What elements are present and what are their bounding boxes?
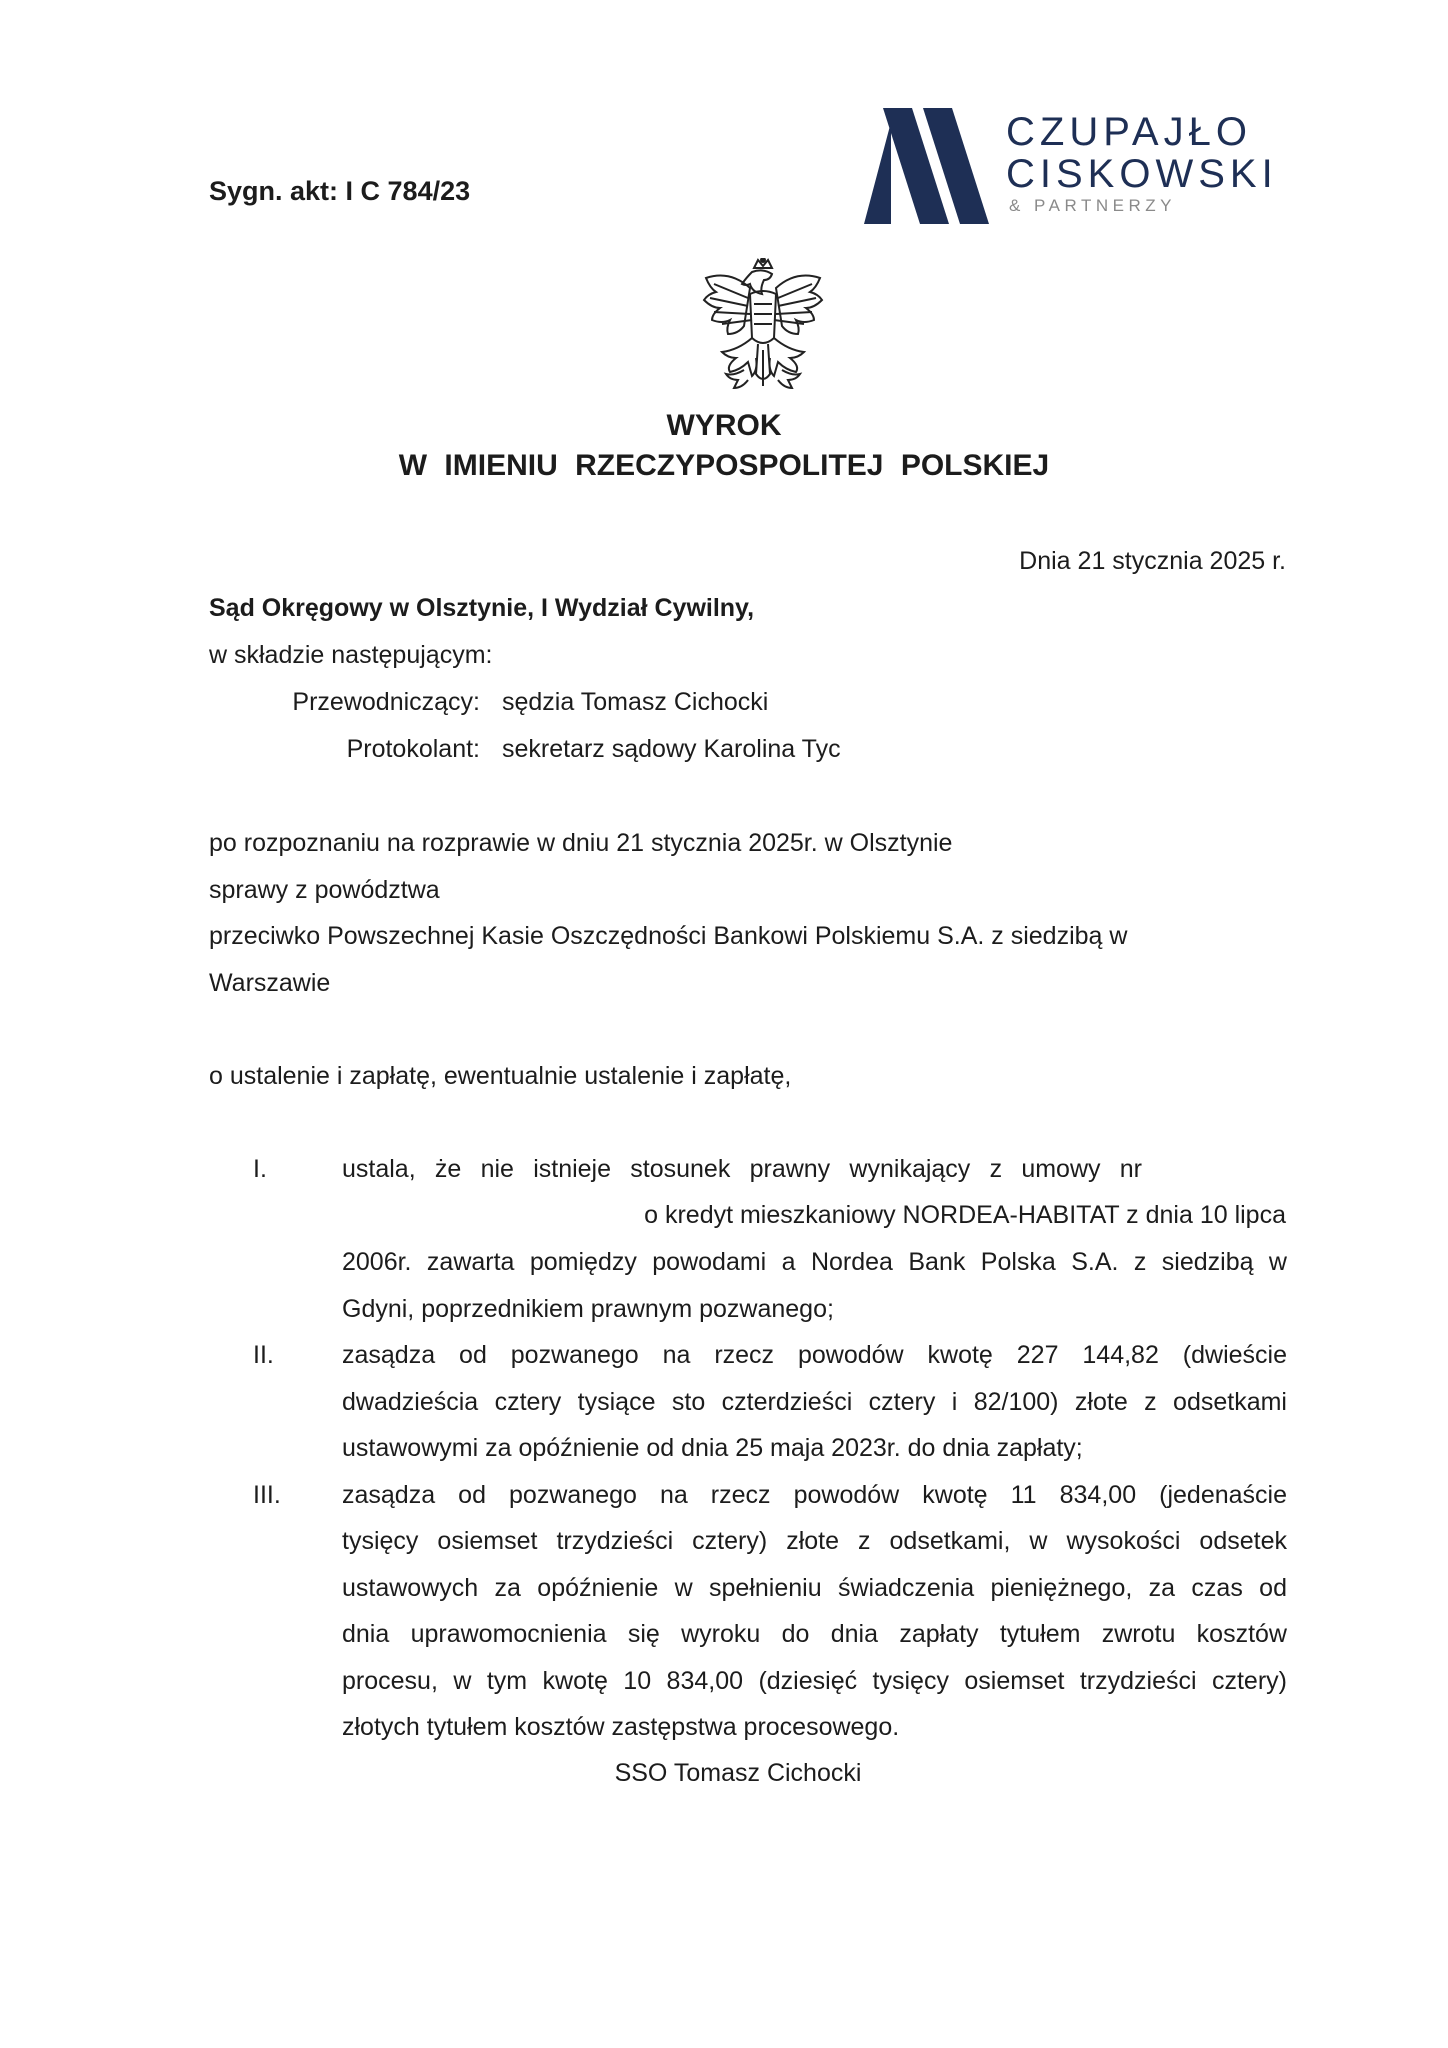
ruling-line: Gdyni, poprzednikiem prawnym pozwanego; — [342, 1295, 834, 1323]
proceedings-line: po rozpoznaniu na rozprawie w dniu 21 stycznia 2025r. w Olsztynie — [209, 829, 953, 857]
ruling-line: złotych tytułem kosztów zastępstwa procesowego. — [342, 1713, 900, 1741]
case-number: Sygn. akt: I C 784/23 — [209, 176, 471, 206]
ruling-line: ustawowych za opóźnienie w spełnieniu świadczenia pieniężnego, za czas od — [342, 1574, 1287, 1602]
ruling-line: dnia uprawomocnienia się wyroku do dnia zapłaty tytułem zwrotu kosztów — [342, 1620, 1287, 1648]
judge-signature: SSO Tomasz Cichocki — [614, 1759, 862, 1787]
ruling-line: procesu, w tym kwotę 10 834,00 (dziesięć tysięcy osiemset trzydzieści cztery) — [342, 1667, 1287, 1695]
court-clerk-label: Protokolant: — [346, 735, 480, 763]
ruling-line: ustala, że nie istnieje stosunek prawny wynikający z umowy nr — [342, 1155, 1142, 1183]
court-clerk-value: sekretarz sądowy Karolina Tyc — [502, 735, 841, 763]
polish-eagle-emblem-icon — [700, 258, 826, 392]
court-name: Sąd Okręgowy w Olsztynie, I Wydział Cywilny, — [209, 594, 755, 622]
logo-line-1: CZUPAJŁO — [1006, 110, 1252, 154]
judgment-date: Dnia 21 stycznia 2025 r. — [1019, 547, 1286, 575]
ruling-line: dwadzieścia cztery tysiące sto czterdzieści cztery i 82/100) złote z odsetkami — [342, 1388, 1287, 1416]
logo-line-3: & PARTNERZY — [1009, 196, 1176, 215]
case-subject: o ustalenie i zapłatę, ewentualnie ustalenie i zapłatę, — [209, 1062, 792, 1090]
ruling-line: zasądza od pozwanego na rzecz powodów kwotę 11 834,00 (jedenaście — [342, 1481, 1287, 1509]
logo-line-2: CISKOWSKI — [1006, 152, 1278, 196]
composition-intro: w składzie następującym: — [209, 641, 493, 669]
ruling-line: ustawowymi za opóźnienie od dnia 25 maja 2023r. do dnia zapłaty; — [342, 1434, 1083, 1462]
ruling-line: 2006r. zawarta pomiędzy powodami a Nordea Bank Polska S.A. z siedzibą w — [342, 1248, 1287, 1276]
defendant-line: przeciwko Powszechnej Kasie Oszczędności Bankowi Polskiemu S.A. z siedzibą w — [209, 922, 1128, 950]
presiding-judge-value: sędzia Tomasz Cichocki — [502, 688, 769, 716]
ruling-numeral: II. — [253, 1341, 274, 1369]
document-title: WYROK — [666, 409, 782, 442]
document-subtitle: W IMIENIU RZECZYPOSPOLITEJ POLSKIEJ — [398, 449, 1050, 482]
ruling-line: tysięcy osiemset trzydzieści cztery) złote z odsetkami, w wysokości odsetek — [342, 1527, 1287, 1555]
proceedings-line: sprawy z powództwa — [209, 876, 440, 904]
ruling-line: zasądza od pozwanego na rzecz powodów kwotę 227 144,82 (dwieście — [342, 1341, 1287, 1369]
defendant-line: Warszawie — [209, 969, 331, 997]
law-firm-logo — [864, 108, 1284, 224]
ruling-numeral: I. — [253, 1155, 267, 1183]
ruling-line: o kredyt mieszkaniowy NORDEA-HABITAT z dnia 10 lipca — [644, 1201, 1286, 1229]
ruling-numeral: III. — [253, 1481, 281, 1509]
presiding-judge-label: Przewodniczący: — [292, 688, 480, 716]
logo-mark-icon — [864, 108, 989, 224]
